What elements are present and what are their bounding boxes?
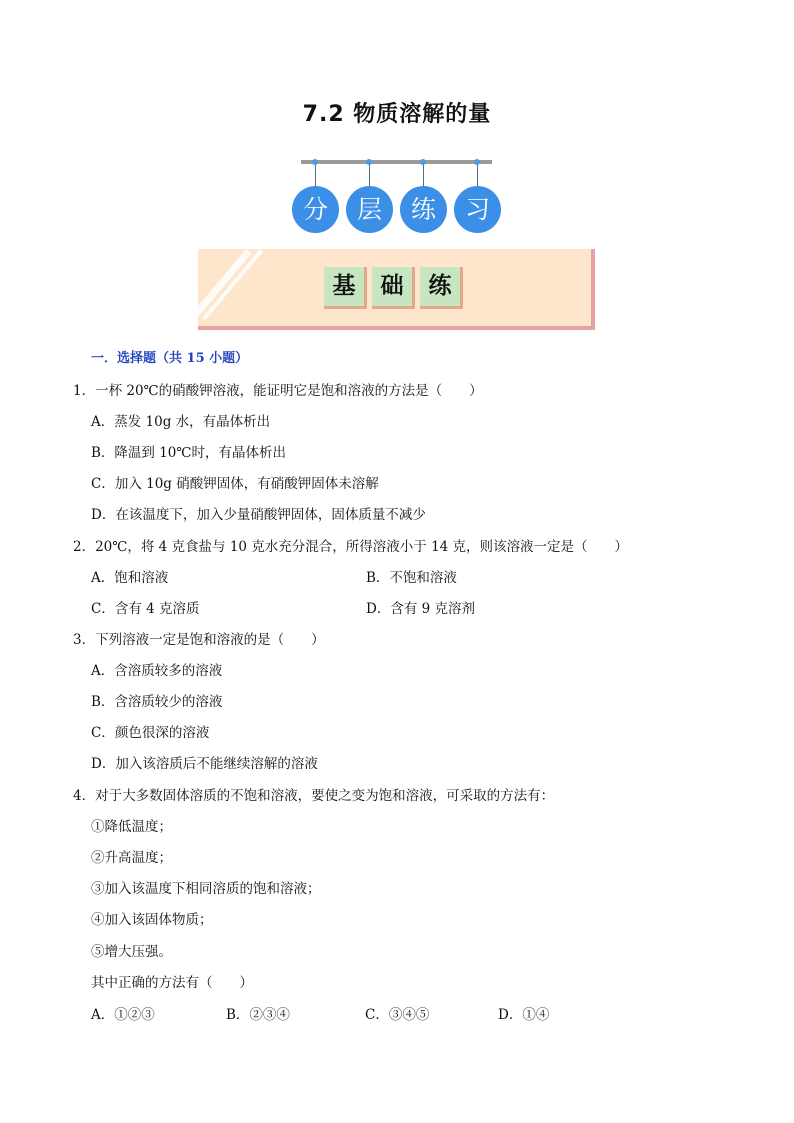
list-item: ③加入该温度下相同溶质的饱和溶液； xyxy=(91,881,321,897)
badge-pin xyxy=(474,159,480,165)
banner-char: 基 xyxy=(324,267,367,309)
option: A．饱和溶液 xyxy=(91,570,169,586)
question-prompt: 其中正确的方法有（ ） xyxy=(91,975,253,991)
question-stem: 4．对于大多数固体溶质的不饱和溶液，要使之变为饱和溶液，可采取的方法有： xyxy=(73,788,555,804)
badge-hanger-bar xyxy=(301,160,492,164)
banner-stripe xyxy=(202,249,263,321)
badge-char: 习 xyxy=(454,186,501,233)
option: D．在该温度下，加入少量硝酸钾固体，固体质量不减少 xyxy=(91,507,426,523)
badge-string xyxy=(477,162,478,186)
option: D．①④ xyxy=(498,1007,550,1023)
option: A．①②③ xyxy=(91,1007,155,1023)
option: B．降温到 10℃时，有晶体析出 xyxy=(91,445,286,461)
badge-pin xyxy=(420,159,426,165)
option: A．蒸发 10g 水，有晶体析出 xyxy=(91,414,271,430)
option: C．含有 4 克溶质 xyxy=(91,601,200,617)
list-item: ①降低温度； xyxy=(91,819,172,835)
page-title: 7.2 物质溶解的量 xyxy=(302,102,492,127)
banner-char: 练 xyxy=(420,267,463,309)
banner-char: 础 xyxy=(372,267,415,309)
list-item: ⑤增大压强。 xyxy=(91,944,172,960)
list-item: ④加入该固体物质； xyxy=(91,912,213,928)
section-heading: 一．选择题（共 15 小题） xyxy=(91,351,249,366)
badge-pin xyxy=(366,159,372,165)
badge-string xyxy=(423,162,424,186)
badge-pin xyxy=(312,159,318,165)
option: B．含溶质较少的溶液 xyxy=(91,694,223,710)
banner-stripe xyxy=(188,249,251,322)
option: A．含溶质较多的溶液 xyxy=(91,663,223,679)
badge-char: 层 xyxy=(346,186,393,233)
badge-string xyxy=(369,162,370,186)
option: C．③④⑤ xyxy=(365,1007,430,1023)
badge-string xyxy=(315,162,316,186)
option: D．含有 9 克溶剂 xyxy=(366,601,475,617)
question-stem: 1．一杯 20℃的硝酸钾溶液，能证明它是饱和溶液的方法是（ ） xyxy=(73,383,483,399)
option: B．不饱和溶液 xyxy=(366,570,457,586)
option: C．加入 10g 硝酸钾固体，有硝酸钾固体未溶解 xyxy=(91,476,379,492)
option: B．②③④ xyxy=(226,1007,290,1023)
badge-char: 分 xyxy=(292,186,339,233)
question-stem: 3．下列溶液一定是饱和溶液的是（ ） xyxy=(73,632,325,648)
option: D．加入该溶质后不能继续溶解的溶液 xyxy=(91,756,318,772)
list-item: ②升高温度； xyxy=(91,850,172,866)
question-stem: 2．20℃，将 4 克食盐与 10 克水充分混合，所得溶液小于 14 克，则该溶液一定是（ ） xyxy=(73,539,629,555)
badge-char: 练 xyxy=(400,186,447,233)
option: C．颜色很深的溶液 xyxy=(91,725,210,741)
